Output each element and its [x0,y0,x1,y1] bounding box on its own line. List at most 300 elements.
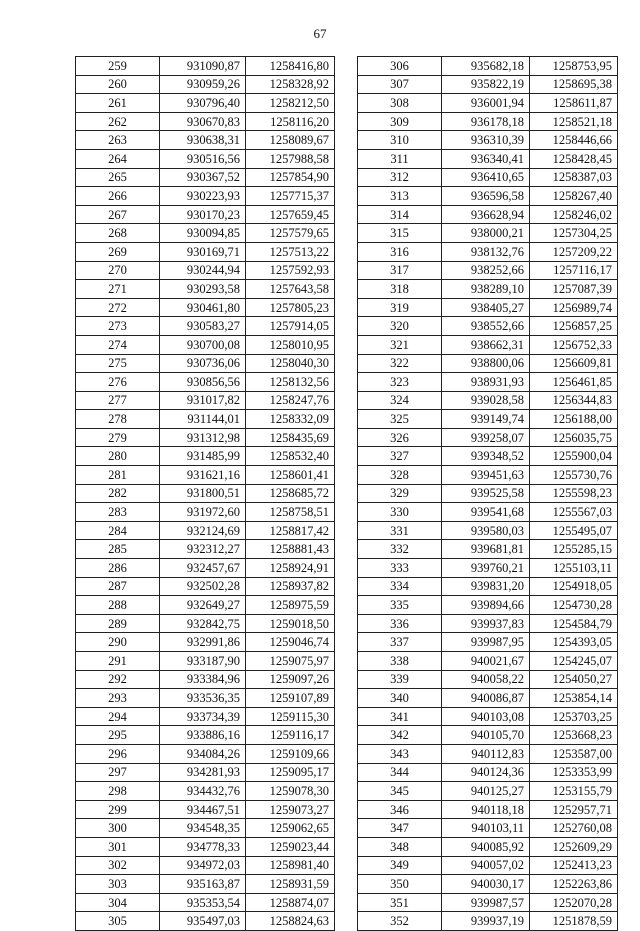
table-row [358,224,618,243]
table-row [76,614,335,633]
table-row [358,577,618,596]
y-coordinate-cell: 1259073,27 [246,800,335,819]
table-row [76,112,335,131]
table-row [358,503,618,522]
point-number-cell: 328 [358,466,442,485]
table-row [76,577,335,596]
x-coordinate-cell: 939937,19 [442,912,530,931]
point-number-cell: 324 [358,391,442,410]
table-row [76,800,335,819]
x-coordinate-cell: 930293,58 [160,280,246,299]
x-coordinate-cell: 934972,03 [160,856,246,875]
table-row [76,652,335,671]
x-coordinate-cell: 931312,98 [160,428,246,447]
y-coordinate-cell: 1259116,17 [246,726,335,745]
table-row [76,466,335,485]
point-number-cell: 320 [358,317,442,336]
x-coordinate-cell: 936178,18 [442,112,530,131]
x-coordinate-cell: 931017,82 [160,391,246,410]
x-coordinate-cell: 938405,27 [442,298,530,317]
y-coordinate-cell: 1258532,40 [246,447,335,466]
point-number-cell: 306 [358,57,442,76]
point-number-cell: 268 [76,224,160,243]
table-row [358,652,618,671]
x-coordinate-cell: 935822,19 [442,75,530,94]
x-coordinate-cell: 935497,03 [160,912,246,931]
x-coordinate-cell: 932649,27 [160,596,246,615]
y-coordinate-cell: 1258824,63 [246,912,335,931]
point-number-cell: 264 [76,149,160,168]
point-number-cell: 277 [76,391,160,410]
table-row [358,819,618,838]
point-number-cell: 299 [76,800,160,819]
x-coordinate-cell: 938800,06 [442,354,530,373]
y-coordinate-cell: 1257304,25 [530,224,618,243]
point-number-cell: 279 [76,428,160,447]
point-number-cell: 351 [358,893,442,912]
table-row [358,131,618,150]
x-coordinate-cell: 939348,52 [442,447,530,466]
y-coordinate-cell: 1259107,89 [246,689,335,708]
table-row [76,670,335,689]
y-coordinate-cell: 1258981,40 [246,856,335,875]
table-row [76,317,335,336]
table-row [358,466,618,485]
point-number-cell: 332 [358,540,442,559]
x-coordinate-cell: 938252,66 [442,261,530,280]
table-row [358,354,618,373]
point-number-cell: 310 [358,131,442,150]
table-row [76,837,335,856]
point-number-cell: 313 [358,187,442,206]
point-number-cell: 291 [76,652,160,671]
x-coordinate-cell: 938289,10 [442,280,530,299]
table-row [358,205,618,224]
point-number-cell: 319 [358,298,442,317]
y-coordinate-cell: 1253668,23 [530,726,618,745]
table-row [76,633,335,652]
point-number-cell: 273 [76,317,160,336]
table-row [358,391,618,410]
x-coordinate-cell: 932842,75 [160,614,246,633]
table-row [76,205,335,224]
point-number-cell: 352 [358,912,442,931]
y-coordinate-cell: 1258881,43 [246,540,335,559]
point-number-cell: 342 [358,726,442,745]
point-number-cell: 298 [76,782,160,801]
table-row [358,94,618,113]
table-row [358,298,618,317]
y-coordinate-cell: 1257854,90 [246,168,335,187]
x-coordinate-cell: 931972,60 [160,503,246,522]
point-number-cell: 335 [358,596,442,615]
table-row [76,726,335,745]
page-number: 67 [313,26,327,41]
table-row [358,540,618,559]
y-coordinate-cell: 1259095,17 [246,763,335,782]
table-row [76,782,335,801]
point-number-cell: 322 [358,354,442,373]
table-row [76,484,335,503]
table-row [358,317,618,336]
y-coordinate-cell: 1256857,25 [530,317,618,336]
y-coordinate-cell: 1258446,66 [530,131,618,150]
point-number-cell: 276 [76,373,160,392]
y-coordinate-cell: 1257513,22 [246,242,335,261]
point-number-cell: 301 [76,837,160,856]
x-coordinate-cell: 940085,92 [442,837,530,856]
y-coordinate-cell: 1252760,08 [530,819,618,838]
x-coordinate-cell: 930700,08 [160,335,246,354]
table-row [358,521,618,540]
coordinates-table-right [357,56,618,931]
x-coordinate-cell: 933384,96 [160,670,246,689]
table-row [358,187,618,206]
point-number-cell: 321 [358,335,442,354]
point-number-cell: 317 [358,261,442,280]
table-row [76,391,335,410]
y-coordinate-cell: 1255730,76 [530,466,618,485]
table-row [358,280,618,299]
x-coordinate-cell: 939580,03 [442,521,530,540]
table-row [358,707,618,726]
point-number-cell: 348 [358,837,442,856]
x-coordinate-cell: 934467,51 [160,800,246,819]
point-number-cell: 266 [76,187,160,206]
x-coordinate-cell: 931090,87 [160,57,246,76]
point-number-cell: 292 [76,670,160,689]
y-coordinate-cell: 1252263,86 [530,875,618,894]
point-number-cell: 267 [76,205,160,224]
y-coordinate-cell: 1258267,40 [530,187,618,206]
x-coordinate-cell: 930169,71 [160,242,246,261]
y-coordinate-cell: 1257087,39 [530,280,618,299]
point-number-cell: 271 [76,280,160,299]
x-coordinate-cell: 939258,07 [442,428,530,447]
table-row [358,856,618,875]
x-coordinate-cell: 936596,58 [442,187,530,206]
point-number-cell: 302 [76,856,160,875]
x-coordinate-cell: 940103,08 [442,707,530,726]
y-coordinate-cell: 1258428,45 [530,149,618,168]
point-number-cell: 300 [76,819,160,838]
y-coordinate-cell: 1258931,59 [246,875,335,894]
x-coordinate-cell: 935163,87 [160,875,246,894]
table-row [76,744,335,763]
table-row [76,912,335,931]
table-row [358,782,618,801]
x-coordinate-cell: 932312,27 [160,540,246,559]
y-coordinate-cell: 1258924,91 [246,559,335,578]
point-number-cell: 261 [76,94,160,113]
x-coordinate-cell: 934548,35 [160,819,246,838]
table-row [76,298,335,317]
x-coordinate-cell: 930244,94 [160,261,246,280]
y-coordinate-cell: 1257209,22 [530,242,618,261]
table-row [358,800,618,819]
table-row [358,893,618,912]
y-coordinate-cell: 1256989,74 [530,298,618,317]
table-row [358,559,618,578]
y-coordinate-cell: 1258975,59 [246,596,335,615]
x-coordinate-cell: 940030,17 [442,875,530,894]
y-coordinate-cell: 1252070,28 [530,893,618,912]
table-row [358,428,618,447]
point-number-cell: 275 [76,354,160,373]
coordinates-table-left [75,56,335,931]
y-coordinate-cell: 1257579,65 [246,224,335,243]
x-coordinate-cell: 930367,52 [160,168,246,187]
y-coordinate-cell: 1256344,83 [530,391,618,410]
table-row [358,875,618,894]
y-coordinate-cell: 1258416,80 [246,57,335,76]
table-body [358,57,618,931]
x-coordinate-cell: 930170,23 [160,205,246,224]
table-row [76,280,335,299]
point-number-cell: 308 [358,94,442,113]
table-row [358,633,618,652]
point-number-cell: 330 [358,503,442,522]
y-coordinate-cell: 1259078,30 [246,782,335,801]
point-number-cell: 312 [358,168,442,187]
point-number-cell: 269 [76,242,160,261]
y-coordinate-cell: 1259062,65 [246,819,335,838]
table-row [358,689,618,708]
table-row [76,893,335,912]
point-number-cell: 315 [358,224,442,243]
table-row [76,187,335,206]
x-coordinate-cell: 930856,56 [160,373,246,392]
table-row [76,224,335,243]
x-coordinate-cell: 939525,58 [442,484,530,503]
y-coordinate-cell: 1253353,99 [530,763,618,782]
y-coordinate-cell: 1253155,79 [530,782,618,801]
x-coordinate-cell: 940124,36 [442,763,530,782]
x-coordinate-cell: 939987,95 [442,633,530,652]
y-coordinate-cell: 1258132,56 [246,373,335,392]
y-coordinate-cell: 1252957,71 [530,800,618,819]
point-number-cell: 296 [76,744,160,763]
point-number-cell: 305 [76,912,160,931]
y-coordinate-cell: 1257116,17 [530,261,618,280]
table-row [76,503,335,522]
y-coordinate-cell: 1255567,03 [530,503,618,522]
point-number-cell: 331 [358,521,442,540]
point-number-cell: 325 [358,410,442,429]
y-coordinate-cell: 1258937,82 [246,577,335,596]
y-coordinate-cell: 1257659,45 [246,205,335,224]
point-number-cell: 341 [358,707,442,726]
point-number-cell: 290 [76,633,160,652]
table-row [76,75,335,94]
point-number-cell: 345 [358,782,442,801]
x-coordinate-cell: 936410,65 [442,168,530,187]
y-coordinate-cell: 1256035,75 [530,428,618,447]
table-row [358,447,618,466]
point-number-cell: 316 [358,242,442,261]
y-coordinate-cell: 1256609,81 [530,354,618,373]
table-row [76,131,335,150]
x-coordinate-cell: 939028,58 [442,391,530,410]
y-coordinate-cell: 1254245,07 [530,652,618,671]
y-coordinate-cell: 1258116,20 [246,112,335,131]
x-coordinate-cell: 938000,21 [442,224,530,243]
table-row [76,373,335,392]
y-coordinate-cell: 1258817,42 [246,521,335,540]
y-coordinate-cell: 1256461,85 [530,373,618,392]
y-coordinate-cell: 1258753,95 [530,57,618,76]
point-number-cell: 283 [76,503,160,522]
y-coordinate-cell: 1259075,97 [246,652,335,671]
x-coordinate-cell: 940086,87 [442,689,530,708]
y-coordinate-cell: 1254730,28 [530,596,618,615]
x-coordinate-cell: 931144,01 [160,410,246,429]
table-row [358,75,618,94]
x-coordinate-cell: 933536,35 [160,689,246,708]
x-coordinate-cell: 930094,85 [160,224,246,243]
point-number-cell: 349 [358,856,442,875]
x-coordinate-cell: 933734,39 [160,707,246,726]
y-coordinate-cell: 1255900,04 [530,447,618,466]
point-number-cell: 337 [358,633,442,652]
table-row [76,354,335,373]
point-number-cell: 334 [358,577,442,596]
table-row [358,242,618,261]
table-row [358,484,618,503]
table-row [76,447,335,466]
x-coordinate-cell: 930736,06 [160,354,246,373]
table-row [358,57,618,76]
x-coordinate-cell: 940105,70 [442,726,530,745]
y-coordinate-cell: 1256752,33 [530,335,618,354]
point-number-cell: 259 [76,57,160,76]
x-coordinate-cell: 930959,26 [160,75,246,94]
y-coordinate-cell: 1252609,29 [530,837,618,856]
y-coordinate-cell: 1258089,67 [246,131,335,150]
y-coordinate-cell: 1258695,38 [530,75,618,94]
point-number-cell: 260 [76,75,160,94]
x-coordinate-cell: 930516,56 [160,149,246,168]
point-number-cell: 297 [76,763,160,782]
table-row [358,763,618,782]
y-coordinate-cell: 1258246,02 [530,205,618,224]
x-coordinate-cell: 930461,80 [160,298,246,317]
table-row [76,94,335,113]
table-row [358,149,618,168]
y-coordinate-cell: 1259023,44 [246,837,335,856]
x-coordinate-cell: 930670,83 [160,112,246,131]
table-row [358,670,618,689]
x-coordinate-cell: 933187,90 [160,652,246,671]
x-coordinate-cell: 932457,67 [160,559,246,578]
x-coordinate-cell: 930583,27 [160,317,246,336]
y-coordinate-cell: 1255495,07 [530,521,618,540]
point-number-cell: 280 [76,447,160,466]
x-coordinate-cell: 935353,54 [160,893,246,912]
point-number-cell: 307 [358,75,442,94]
x-coordinate-cell: 939831,20 [442,577,530,596]
point-number-cell: 293 [76,689,160,708]
point-number-cell: 288 [76,596,160,615]
point-number-cell: 284 [76,521,160,540]
x-coordinate-cell: 940058,22 [442,670,530,689]
y-coordinate-cell: 1259097,26 [246,670,335,689]
y-coordinate-cell: 1258758,51 [246,503,335,522]
x-coordinate-cell: 938132,76 [442,242,530,261]
table-row [76,410,335,429]
point-number-cell: 329 [358,484,442,503]
x-coordinate-cell: 930796,40 [160,94,246,113]
y-coordinate-cell: 1258328,92 [246,75,335,94]
x-coordinate-cell: 934778,33 [160,837,246,856]
point-number-cell: 286 [76,559,160,578]
table-row [76,149,335,168]
table-row [358,168,618,187]
table-row [358,596,618,615]
table-row [358,912,618,931]
y-coordinate-cell: 1255598,23 [530,484,618,503]
x-coordinate-cell: 940125,27 [442,782,530,801]
y-coordinate-cell: 1254393,05 [530,633,618,652]
point-number-cell: 323 [358,373,442,392]
table-row [76,596,335,615]
table-row [76,763,335,782]
y-coordinate-cell: 1258601,41 [246,466,335,485]
y-coordinate-cell: 1253587,00 [530,744,618,763]
point-number-cell: 282 [76,484,160,503]
table-row [358,837,618,856]
point-number-cell: 318 [358,280,442,299]
table-row [358,744,618,763]
y-coordinate-cell: 1255103,11 [530,559,618,578]
y-coordinate-cell: 1258040,30 [246,354,335,373]
y-coordinate-cell: 1258247,76 [246,391,335,410]
x-coordinate-cell: 940057,02 [442,856,530,875]
y-coordinate-cell: 1257643,58 [246,280,335,299]
y-coordinate-cell: 1253703,25 [530,707,618,726]
point-number-cell: 314 [358,205,442,224]
point-number-cell: 278 [76,410,160,429]
x-coordinate-cell: 934084,26 [160,744,246,763]
y-coordinate-cell: 1257592,93 [246,261,335,280]
y-coordinate-cell: 1258611,87 [530,94,618,113]
point-number-cell: 281 [76,466,160,485]
x-coordinate-cell: 931621,16 [160,466,246,485]
x-coordinate-cell: 938662,31 [442,335,530,354]
point-number-cell: 343 [358,744,442,763]
x-coordinate-cell: 939937,83 [442,614,530,633]
table-body [76,57,335,931]
x-coordinate-cell: 940118,18 [442,800,530,819]
x-coordinate-cell: 934281,93 [160,763,246,782]
x-coordinate-cell: 936001,94 [442,94,530,113]
table-row [76,875,335,894]
x-coordinate-cell: 935682,18 [442,57,530,76]
point-number-cell: 327 [358,447,442,466]
x-coordinate-cell: 931485,99 [160,447,246,466]
y-coordinate-cell: 1258685,72 [246,484,335,503]
table-row [76,335,335,354]
point-number-cell: 287 [76,577,160,596]
point-number-cell: 346 [358,800,442,819]
table-row [76,819,335,838]
x-coordinate-cell: 940021,67 [442,652,530,671]
point-number-cell: 333 [358,559,442,578]
y-coordinate-cell: 1258332,09 [246,410,335,429]
point-number-cell: 262 [76,112,160,131]
point-number-cell: 263 [76,131,160,150]
point-number-cell: 285 [76,540,160,559]
